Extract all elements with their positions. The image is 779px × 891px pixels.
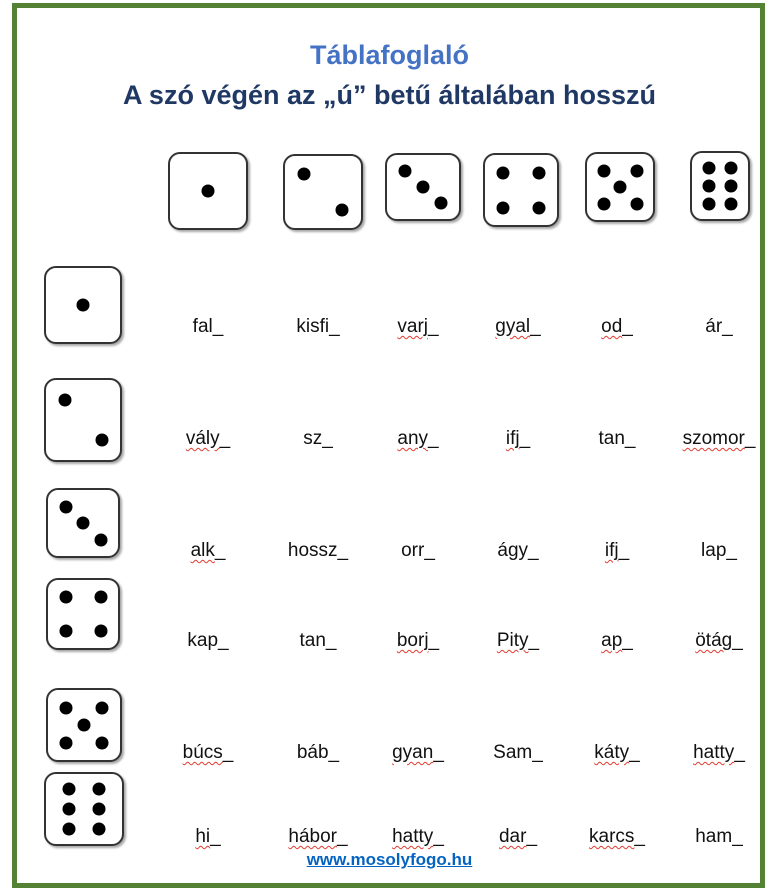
die-pip: [62, 783, 75, 796]
die-pip: [62, 803, 75, 816]
side-die-five: [46, 688, 122, 762]
die-pip: [702, 180, 715, 193]
die-pip: [60, 701, 73, 714]
grid-word: hossz_: [287, 540, 349, 561]
die-pip: [435, 197, 448, 210]
grid-word: gyal_: [495, 316, 541, 337]
grid-word: tan_: [598, 428, 636, 449]
die-pip: [94, 533, 107, 546]
header-die-four: [483, 153, 559, 227]
die-pip: [725, 161, 738, 174]
grid-word: Sam_: [493, 742, 543, 763]
die-pip: [95, 434, 108, 447]
die-pip: [725, 180, 738, 193]
grid-word: szomor_: [682, 428, 756, 449]
grid-word: báb_: [296, 742, 340, 763]
grid-word: Pity_: [496, 630, 540, 651]
die-pip: [399, 165, 412, 178]
grid-word: od_: [601, 316, 633, 337]
grid-word: fal_: [192, 316, 224, 337]
grid-word: dar_: [498, 826, 538, 847]
die-pip: [497, 201, 510, 214]
header-die-five: [585, 152, 655, 222]
grid-word: hi_: [195, 826, 221, 847]
die-pip: [93, 783, 106, 796]
grid-word: alk_: [190, 540, 226, 561]
die-pip: [78, 719, 91, 732]
grid-word: vály_: [185, 428, 231, 449]
die-pip: [533, 201, 546, 214]
grid-word: ifj_: [604, 540, 630, 561]
die-pip: [77, 517, 90, 530]
grid-word: ár_: [705, 316, 733, 337]
die-pip: [497, 166, 510, 179]
grid-word: ifj_: [505, 428, 531, 449]
grid-word: kap_: [187, 630, 229, 651]
die-pip: [77, 299, 90, 312]
die-pip: [94, 591, 107, 604]
header-die-three: [385, 153, 461, 221]
die-pip: [59, 500, 72, 513]
grid-word: ham_: [695, 826, 743, 847]
die-pip: [630, 197, 643, 210]
die-pip: [93, 822, 106, 835]
side-die-six: [44, 772, 124, 846]
die-pip: [725, 198, 738, 211]
side-die-four: [46, 578, 120, 650]
die-pip: [94, 625, 107, 638]
grid-word: ap_: [601, 630, 633, 651]
header-die-one: [168, 152, 248, 230]
grid-word: lap_: [701, 540, 737, 561]
die-pip: [202, 185, 215, 198]
die-pip: [93, 803, 106, 816]
grid-word: káty_: [594, 742, 640, 763]
side-die-three: [46, 488, 120, 558]
die-pip: [62, 822, 75, 835]
grid-word: hatty_: [693, 742, 745, 763]
die-pip: [417, 181, 430, 194]
side-die-two: [44, 378, 122, 462]
die-pip: [630, 164, 643, 177]
die-pip: [96, 701, 109, 714]
grid-word: any_: [397, 428, 439, 449]
die-pip: [336, 204, 349, 217]
die-pip: [533, 166, 546, 179]
grid-word: varj_: [397, 316, 439, 337]
die-pip: [96, 736, 109, 749]
die-pip: [59, 591, 72, 604]
header-die-six: [690, 151, 750, 221]
grid-word: orr_: [401, 540, 435, 561]
side-die-one: [44, 266, 122, 344]
grid-word: sz_: [303, 428, 333, 449]
grid-word: hatty_: [392, 826, 444, 847]
footer-link[interactable]: www.mosolyfogo.hu: [306, 850, 473, 869]
page-title: Táblafoglaló: [309, 40, 469, 70]
die-pip: [59, 625, 72, 638]
header-die-two: [283, 154, 363, 230]
die-pip: [614, 181, 627, 194]
die-pip: [597, 164, 610, 177]
grid-word: ágy_: [497, 540, 539, 561]
grid-word: borj_: [396, 630, 440, 651]
die-pip: [597, 197, 610, 210]
grid-word: gyan_: [392, 742, 444, 763]
grid-word: karcs_: [589, 826, 645, 847]
die-pip: [60, 736, 73, 749]
page-subtitle: A szó végén az „ú” betű általában hosszú: [122, 80, 657, 110]
grid-word: kisfi_: [296, 316, 340, 337]
grid-word: ötág_: [695, 630, 743, 651]
die-pip: [58, 394, 71, 407]
grid-word: hábor_: [288, 826, 348, 847]
grid-word: tan_: [299, 630, 337, 651]
die-pip: [702, 161, 715, 174]
die-pip: [298, 168, 311, 181]
grid-word: búcs_: [182, 742, 234, 763]
die-pip: [702, 198, 715, 211]
